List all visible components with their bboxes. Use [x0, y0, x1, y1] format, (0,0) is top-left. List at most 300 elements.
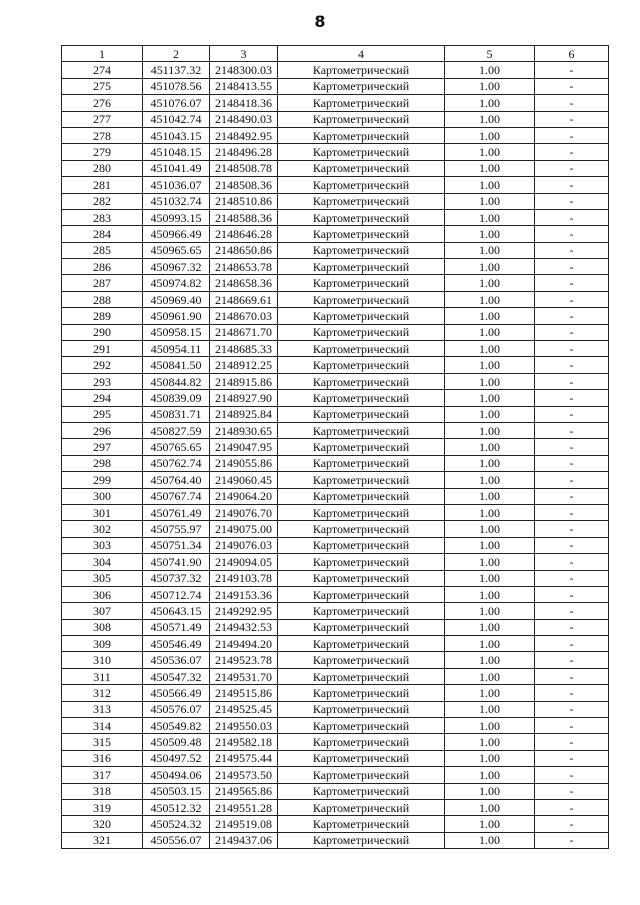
table-row [62, 111, 609, 127]
note-cell: - [535, 488, 609, 504]
y-coordinate-cell: 2149047.95 [210, 439, 278, 455]
point-number-cell: 275 [62, 78, 143, 94]
table-row [62, 95, 609, 111]
point-number-cell: 292 [62, 357, 143, 373]
point-number-cell: 308 [62, 619, 143, 635]
accuracy-cell: 1.00 [445, 488, 535, 504]
x-coordinate-cell: 450967.32 [143, 259, 210, 275]
table-row [62, 406, 609, 422]
table-row [62, 799, 609, 815]
accuracy-cell: 1.00 [445, 816, 535, 832]
table-row [62, 652, 609, 668]
point-number-cell: 286 [62, 259, 143, 275]
point-number-cell: 302 [62, 521, 143, 537]
x-coordinate-cell: 450556.07 [143, 832, 210, 848]
accuracy-cell: 1.00 [445, 177, 535, 193]
accuracy-cell: 1.00 [445, 767, 535, 783]
note-cell: - [535, 373, 609, 389]
note-cell: - [535, 95, 609, 111]
y-coordinate-cell: 2148912.25 [210, 357, 278, 373]
column-header: 2 [143, 46, 210, 62]
note-cell: - [535, 144, 609, 160]
accuracy-cell: 1.00 [445, 341, 535, 357]
accuracy-cell: 1.00 [445, 226, 535, 242]
table-row [62, 685, 609, 701]
method-cell: Картометрический [278, 226, 445, 242]
note-cell: - [535, 636, 609, 652]
column-header: 5 [445, 46, 535, 62]
note-cell: - [535, 439, 609, 455]
accuracy-cell: 1.00 [445, 521, 535, 537]
x-coordinate-cell: 450965.65 [143, 242, 210, 258]
x-coordinate-cell: 450764.40 [143, 472, 210, 488]
x-coordinate-cell: 451036.07 [143, 177, 210, 193]
method-cell: Картометрический [278, 554, 445, 570]
method-cell: Картометрический [278, 422, 445, 438]
accuracy-cell: 1.00 [445, 127, 535, 143]
method-cell: Картометрический [278, 308, 445, 324]
table-row [62, 701, 609, 717]
y-coordinate-cell: 2148927.90 [210, 390, 278, 406]
y-coordinate-cell: 2149075.00 [210, 521, 278, 537]
point-number-cell: 313 [62, 701, 143, 717]
table-row [62, 488, 609, 504]
y-coordinate-cell: 2149531.70 [210, 668, 278, 684]
table-row [62, 767, 609, 783]
note-cell: - [535, 554, 609, 570]
page-number: 8 [314, 12, 326, 31]
method-cell: Картометрический [278, 373, 445, 389]
point-number-cell: 314 [62, 718, 143, 734]
x-coordinate-cell: 450974.82 [143, 275, 210, 291]
note-cell: - [535, 193, 609, 209]
x-coordinate-cell: 451076.07 [143, 95, 210, 111]
note-cell: - [535, 390, 609, 406]
x-coordinate-cell: 450497.52 [143, 750, 210, 766]
x-coordinate-cell: 450993.15 [143, 209, 210, 225]
method-cell: Картометрический [278, 718, 445, 734]
y-coordinate-cell: 2148510.86 [210, 193, 278, 209]
x-coordinate-cell: 450549.82 [143, 718, 210, 734]
y-coordinate-cell: 2148658.36 [210, 275, 278, 291]
table-row [62, 783, 609, 799]
y-coordinate-cell: 2148653.78 [210, 259, 278, 275]
point-number-cell: 317 [62, 767, 143, 783]
note-cell: - [535, 226, 609, 242]
accuracy-cell: 1.00 [445, 242, 535, 258]
x-coordinate-cell: 450761.49 [143, 504, 210, 520]
y-coordinate-cell: 2149565.86 [210, 783, 278, 799]
point-number-cell: 287 [62, 275, 143, 291]
point-number-cell: 305 [62, 570, 143, 586]
accuracy-cell: 1.00 [445, 701, 535, 717]
accuracy-cell: 1.00 [445, 308, 535, 324]
note-cell: - [535, 504, 609, 520]
method-cell: Картометрический [278, 783, 445, 799]
method-cell: Картометрический [278, 685, 445, 701]
accuracy-cell: 1.00 [445, 144, 535, 160]
method-cell: Картометрический [278, 816, 445, 832]
y-coordinate-cell: 2148418.36 [210, 95, 278, 111]
x-coordinate-cell: 450767.74 [143, 488, 210, 504]
x-coordinate-cell: 451043.15 [143, 127, 210, 143]
x-coordinate-cell: 451041.49 [143, 160, 210, 176]
accuracy-cell: 1.00 [445, 652, 535, 668]
x-coordinate-cell: 450737.32 [143, 570, 210, 586]
point-number-cell: 295 [62, 406, 143, 422]
accuracy-cell: 1.00 [445, 193, 535, 209]
table-row [62, 357, 609, 373]
point-number-cell: 309 [62, 636, 143, 652]
point-number-cell: 288 [62, 291, 143, 307]
method-cell: Картометрический [278, 652, 445, 668]
table-row [62, 275, 609, 291]
method-cell: Картометрический [278, 570, 445, 586]
method-cell: Картометрический [278, 209, 445, 225]
x-coordinate-cell: 450524.32 [143, 816, 210, 832]
method-cell: Картометрический [278, 259, 445, 275]
column-header: 3 [210, 46, 278, 62]
note-cell: - [535, 603, 609, 619]
accuracy-cell: 1.00 [445, 209, 535, 225]
note-cell: - [535, 619, 609, 635]
x-coordinate-cell: 451042.74 [143, 111, 210, 127]
header-row [62, 46, 609, 62]
accuracy-cell: 1.00 [445, 685, 535, 701]
note-cell: - [535, 177, 609, 193]
method-cell: Картометрический [278, 734, 445, 750]
method-cell: Картометрический [278, 504, 445, 520]
table-row [62, 144, 609, 160]
x-coordinate-cell: 450961.90 [143, 308, 210, 324]
table-row [62, 78, 609, 94]
table-row [62, 734, 609, 750]
y-coordinate-cell: 2148490.03 [210, 111, 278, 127]
accuracy-cell: 1.00 [445, 275, 535, 291]
y-coordinate-cell: 2149103.78 [210, 570, 278, 586]
point-number-cell: 321 [62, 832, 143, 848]
note-cell: - [535, 734, 609, 750]
y-coordinate-cell: 2149292.95 [210, 603, 278, 619]
method-cell: Картометрический [278, 144, 445, 160]
x-coordinate-cell: 450827.59 [143, 422, 210, 438]
point-number-cell: 320 [62, 816, 143, 832]
note-cell: - [535, 406, 609, 422]
accuracy-cell: 1.00 [445, 455, 535, 471]
accuracy-cell: 1.00 [445, 406, 535, 422]
y-coordinate-cell: 2148646.28 [210, 226, 278, 242]
point-number-cell: 299 [62, 472, 143, 488]
point-number-cell: 289 [62, 308, 143, 324]
note-cell: - [535, 799, 609, 815]
note-cell: - [535, 422, 609, 438]
method-cell: Картометрический [278, 406, 445, 422]
table-row [62, 242, 609, 258]
y-coordinate-cell: 2148508.78 [210, 160, 278, 176]
accuracy-cell: 1.00 [445, 799, 535, 815]
method-cell: Картометрический [278, 767, 445, 783]
method-cell: Картометрический [278, 603, 445, 619]
point-number-cell: 291 [62, 341, 143, 357]
point-number-cell: 290 [62, 324, 143, 340]
x-coordinate-cell: 450762.74 [143, 455, 210, 471]
point-number-cell: 284 [62, 226, 143, 242]
x-coordinate-cell: 450966.49 [143, 226, 210, 242]
table-row [62, 668, 609, 684]
y-coordinate-cell: 2149494.20 [210, 636, 278, 652]
note-cell: - [535, 62, 609, 78]
table-row [62, 603, 609, 619]
note-cell: - [535, 275, 609, 291]
x-coordinate-cell: 450755.97 [143, 521, 210, 537]
y-coordinate-cell: 2149064.20 [210, 488, 278, 504]
accuracy-cell: 1.00 [445, 832, 535, 848]
point-number-cell: 319 [62, 799, 143, 815]
table-row [62, 472, 609, 488]
table-row [62, 537, 609, 553]
accuracy-cell: 1.00 [445, 259, 535, 275]
y-coordinate-cell: 2149055.86 [210, 455, 278, 471]
y-coordinate-cell: 2148915.86 [210, 373, 278, 389]
method-cell: Картометрический [278, 324, 445, 340]
y-coordinate-cell: 2149519.08 [210, 816, 278, 832]
x-coordinate-cell: 450643.15 [143, 603, 210, 619]
point-number-cell: 307 [62, 603, 143, 619]
note-cell: - [535, 767, 609, 783]
note-cell: - [535, 718, 609, 734]
column-header: 1 [62, 46, 143, 62]
note-cell: - [535, 652, 609, 668]
method-cell: Картометрический [278, 62, 445, 78]
accuracy-cell: 1.00 [445, 554, 535, 570]
method-cell: Картометрический [278, 586, 445, 602]
y-coordinate-cell: 2149076.70 [210, 504, 278, 520]
note-cell: - [535, 242, 609, 258]
table-row [62, 160, 609, 176]
y-coordinate-cell: 2149153.36 [210, 586, 278, 602]
x-coordinate-cell: 451032.74 [143, 193, 210, 209]
point-number-cell: 303 [62, 537, 143, 553]
note-cell: - [535, 127, 609, 143]
point-number-cell: 274 [62, 62, 143, 78]
table-row [62, 177, 609, 193]
accuracy-cell: 1.00 [445, 504, 535, 520]
x-coordinate-cell: 450751.34 [143, 537, 210, 553]
method-cell: Картометрический [278, 701, 445, 717]
y-coordinate-cell: 2148685.33 [210, 341, 278, 357]
table-row [62, 373, 609, 389]
accuracy-cell: 1.00 [445, 668, 535, 684]
point-number-cell: 318 [62, 783, 143, 799]
method-cell: Картометрический [278, 193, 445, 209]
point-number-cell: 311 [62, 668, 143, 684]
point-number-cell: 300 [62, 488, 143, 504]
table-row [62, 341, 609, 357]
x-coordinate-cell: 451078.56 [143, 78, 210, 94]
note-cell: - [535, 308, 609, 324]
accuracy-cell: 1.00 [445, 586, 535, 602]
note-cell: - [535, 570, 609, 586]
accuracy-cell: 1.00 [445, 537, 535, 553]
point-number-cell: 276 [62, 95, 143, 111]
note-cell: - [535, 357, 609, 373]
y-coordinate-cell: 2149094.05 [210, 554, 278, 570]
method-cell: Картометрический [278, 455, 445, 471]
method-cell: Картометрический [278, 636, 445, 652]
table-row [62, 291, 609, 307]
method-cell: Картометрический [278, 291, 445, 307]
point-number-cell: 316 [62, 750, 143, 766]
method-cell: Картометрический [278, 78, 445, 94]
method-cell: Картометрический [278, 832, 445, 848]
note-cell: - [535, 209, 609, 225]
table-row [62, 570, 609, 586]
accuracy-cell: 1.00 [445, 422, 535, 438]
accuracy-cell: 1.00 [445, 603, 535, 619]
point-number-cell: 310 [62, 652, 143, 668]
x-coordinate-cell: 450547.32 [143, 668, 210, 684]
y-coordinate-cell: 2148508.36 [210, 177, 278, 193]
x-coordinate-cell: 450741.90 [143, 554, 210, 570]
method-cell: Картометрический [278, 95, 445, 111]
table-row [62, 439, 609, 455]
point-number-cell: 281 [62, 177, 143, 193]
note-cell: - [535, 750, 609, 766]
y-coordinate-cell: 2149515.86 [210, 685, 278, 701]
x-coordinate-cell: 450841.50 [143, 357, 210, 373]
x-coordinate-cell: 450494.06 [143, 767, 210, 783]
point-number-cell: 285 [62, 242, 143, 258]
accuracy-cell: 1.00 [445, 291, 535, 307]
method-cell: Картометрический [278, 488, 445, 504]
table-row [62, 422, 609, 438]
x-coordinate-cell: 450503.15 [143, 783, 210, 799]
table-row [62, 390, 609, 406]
note-cell: - [535, 259, 609, 275]
table-row [62, 636, 609, 652]
y-coordinate-cell: 2148670.03 [210, 308, 278, 324]
x-coordinate-cell: 450512.32 [143, 799, 210, 815]
method-cell: Картометрический [278, 160, 445, 176]
accuracy-cell: 1.00 [445, 62, 535, 78]
point-number-cell: 278 [62, 127, 143, 143]
point-number-cell: 301 [62, 504, 143, 520]
x-coordinate-cell: 451137.32 [143, 62, 210, 78]
y-coordinate-cell: 2149523.78 [210, 652, 278, 668]
y-coordinate-cell: 2149076.03 [210, 537, 278, 553]
method-cell: Картометрический [278, 750, 445, 766]
point-number-cell: 294 [62, 390, 143, 406]
note-cell: - [535, 291, 609, 307]
x-coordinate-cell: 451048.15 [143, 144, 210, 160]
note-cell: - [535, 78, 609, 94]
x-coordinate-cell: 450571.49 [143, 619, 210, 635]
point-number-cell: 283 [62, 209, 143, 225]
x-coordinate-cell: 450954.11 [143, 341, 210, 357]
point-number-cell: 279 [62, 144, 143, 160]
point-number-cell: 277 [62, 111, 143, 127]
column-header: 6 [535, 46, 609, 62]
note-cell: - [535, 160, 609, 176]
table-row [62, 521, 609, 537]
y-coordinate-cell: 2149437.06 [210, 832, 278, 848]
accuracy-cell: 1.00 [445, 78, 535, 94]
method-cell: Картометрический [278, 472, 445, 488]
point-number-cell: 304 [62, 554, 143, 570]
table-row [62, 324, 609, 340]
note-cell: - [535, 111, 609, 127]
method-cell: Картометрический [278, 275, 445, 291]
accuracy-cell: 1.00 [445, 570, 535, 586]
method-cell: Картометрический [278, 799, 445, 815]
point-number-cell: 306 [62, 586, 143, 602]
table-row [62, 750, 609, 766]
y-coordinate-cell: 2149551.28 [210, 799, 278, 815]
table-row [62, 259, 609, 275]
accuracy-cell: 1.00 [445, 111, 535, 127]
note-cell: - [535, 783, 609, 799]
y-coordinate-cell: 2148413.55 [210, 78, 278, 94]
table-row [62, 127, 609, 143]
note-cell: - [535, 537, 609, 553]
accuracy-cell: 1.00 [445, 373, 535, 389]
y-coordinate-cell: 2148671.70 [210, 324, 278, 340]
accuracy-cell: 1.00 [445, 718, 535, 734]
method-cell: Картометрический [278, 242, 445, 258]
table-row [62, 308, 609, 324]
table-row [62, 504, 609, 520]
x-coordinate-cell: 450712.74 [143, 586, 210, 602]
method-cell: Картометрический [278, 357, 445, 373]
table-row [62, 209, 609, 225]
y-coordinate-cell: 2149525.45 [210, 701, 278, 717]
method-cell: Картометрический [278, 177, 445, 193]
column-header: 4 [278, 46, 445, 62]
accuracy-cell: 1.00 [445, 95, 535, 111]
method-cell: Картометрический [278, 619, 445, 635]
coordinates-table [61, 45, 609, 849]
note-cell: - [535, 816, 609, 832]
note-cell: - [535, 324, 609, 340]
note-cell: - [535, 832, 609, 848]
note-cell: - [535, 521, 609, 537]
point-number-cell: 282 [62, 193, 143, 209]
y-coordinate-cell: 2148588.36 [210, 209, 278, 225]
y-coordinate-cell: 2148669.61 [210, 291, 278, 307]
x-coordinate-cell: 450839.09 [143, 390, 210, 406]
accuracy-cell: 1.00 [445, 472, 535, 488]
table-row [62, 554, 609, 570]
table-body [62, 62, 609, 849]
table-row [62, 455, 609, 471]
table-row [62, 226, 609, 242]
x-coordinate-cell: 450566.49 [143, 685, 210, 701]
y-coordinate-cell: 2149550.03 [210, 718, 278, 734]
y-coordinate-cell: 2148300.03 [210, 62, 278, 78]
accuracy-cell: 1.00 [445, 783, 535, 799]
method-cell: Картометрический [278, 341, 445, 357]
method-cell: Картометрический [278, 390, 445, 406]
note-cell: - [535, 685, 609, 701]
table-row [62, 586, 609, 602]
point-number-cell: 312 [62, 685, 143, 701]
x-coordinate-cell: 450509.48 [143, 734, 210, 750]
point-number-cell: 280 [62, 160, 143, 176]
method-cell: Картометрический [278, 521, 445, 537]
point-number-cell: 315 [62, 734, 143, 750]
accuracy-cell: 1.00 [445, 619, 535, 635]
table-row [62, 816, 609, 832]
